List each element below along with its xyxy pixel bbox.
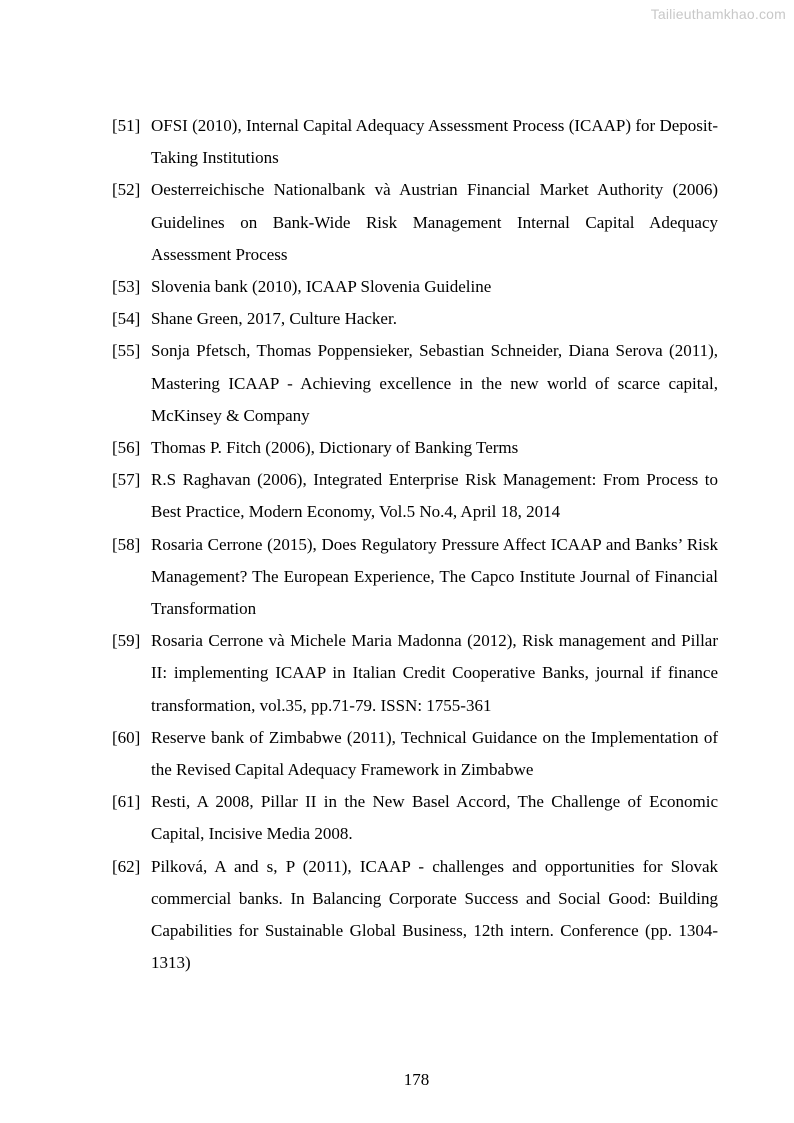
reference-item-56 xyxy=(112,432,718,464)
reference-text: Rosaria Cerrone và Michele Maria Madonna (2012), Risk management and Pillar II: implementing ICAAP in Italian Credit Cooperative Banks, journal if finance transformation, vol.35, pp.71-79. ISSN: 1755-361 xyxy=(151,631,718,715)
reference-item-53 xyxy=(112,271,718,303)
reference-item-60 xyxy=(112,722,718,786)
reference-text: R.S Raghavan (2006), Integrated Enterprise Risk Management: From Process to Best Practice, Modern Economy, Vol.5 No.4, April 18, 2014 xyxy=(151,470,718,522)
reference-number: [57] xyxy=(112,470,141,490)
reference-item-55 xyxy=(112,335,718,432)
reference-text: Oesterreichische Nationalbank và Austrian Financial Market Authority (2006) Guidelines on Bank-Wide Risk Management Internal Capital Adequacy Assessment Process xyxy=(151,180,718,264)
reference-number: [55] xyxy=(112,341,141,361)
reference-item-62 xyxy=(112,851,718,980)
reference-item-54 xyxy=(112,303,718,335)
reference-number: [53] xyxy=(112,277,141,297)
reference-text: Reserve bank of Zimbabwe (2011), Technical Guidance on the Implementation of the Revised Capital Adequacy Framework in Zimbabwe xyxy=(151,727,718,780)
reference-text: Rosaria Cerrone (2015), Does Regulatory Pressure Affect ICAAP and Banks’ Risk Management? The European Experience, The Capco Institute Journal of Financial Transformation xyxy=(151,534,718,619)
reference-number: [62] xyxy=(112,856,141,876)
reference-number: [58] xyxy=(112,534,141,554)
reference-item-57 xyxy=(112,464,718,528)
reference-text: Shane Green, 2017, Culture Hacker. xyxy=(151,309,397,329)
reference-text: Pilková, A and s, P (2011), ICAAP - challenges and opportunities for Slovak commercial banks. In Balancing Corporate Success and Social Good: Building Capabilities for Sustainable Global Business, 12th intern. Conference (pp. 1304-1313) xyxy=(151,856,718,973)
reference-item-52 xyxy=(112,174,718,271)
reference-number: [59] xyxy=(112,631,141,651)
reference-text: Resti, A 2008, Pillar II in the New Basel Accord, The Challenge of Economic Capital, Incisive Media 2008. xyxy=(151,792,718,844)
reference-item-51 xyxy=(112,110,718,174)
reference-number: [60] xyxy=(112,727,141,747)
reference-text: Thomas P. Fitch (2006), Dictionary of Banking Terms xyxy=(151,438,519,458)
reference-text: Sonja Pfetsch, Thomas Poppensieker, Sebastian Schneider, Diana Serova (2011), Mastering ICAAP - Achieving excellence in the new world of scarce capital, McKinsey & Company xyxy=(151,341,718,425)
reference-item-58 xyxy=(112,529,718,626)
reference-item-61 xyxy=(112,786,718,850)
reference-number: [54] xyxy=(112,309,141,329)
watermark: Tailieuthamkhao.com xyxy=(650,6,786,22)
reference-number: [56] xyxy=(112,438,141,458)
reference-number: [61] xyxy=(112,792,141,812)
reference-list xyxy=(112,110,718,979)
reference-item-59 xyxy=(112,625,718,722)
page-number: 178 xyxy=(403,1070,430,1089)
reference-number: [51] xyxy=(112,116,141,135)
reference-text: Slovenia bank (2010), ICAAP Slovenia Guideline xyxy=(151,277,492,297)
reference-number: [52] xyxy=(112,180,141,200)
reference-text: OFSI (2010), Internal Capital Adequacy Assessment Process (ICAAP) for Deposit-Taking Institutions xyxy=(151,116,718,168)
